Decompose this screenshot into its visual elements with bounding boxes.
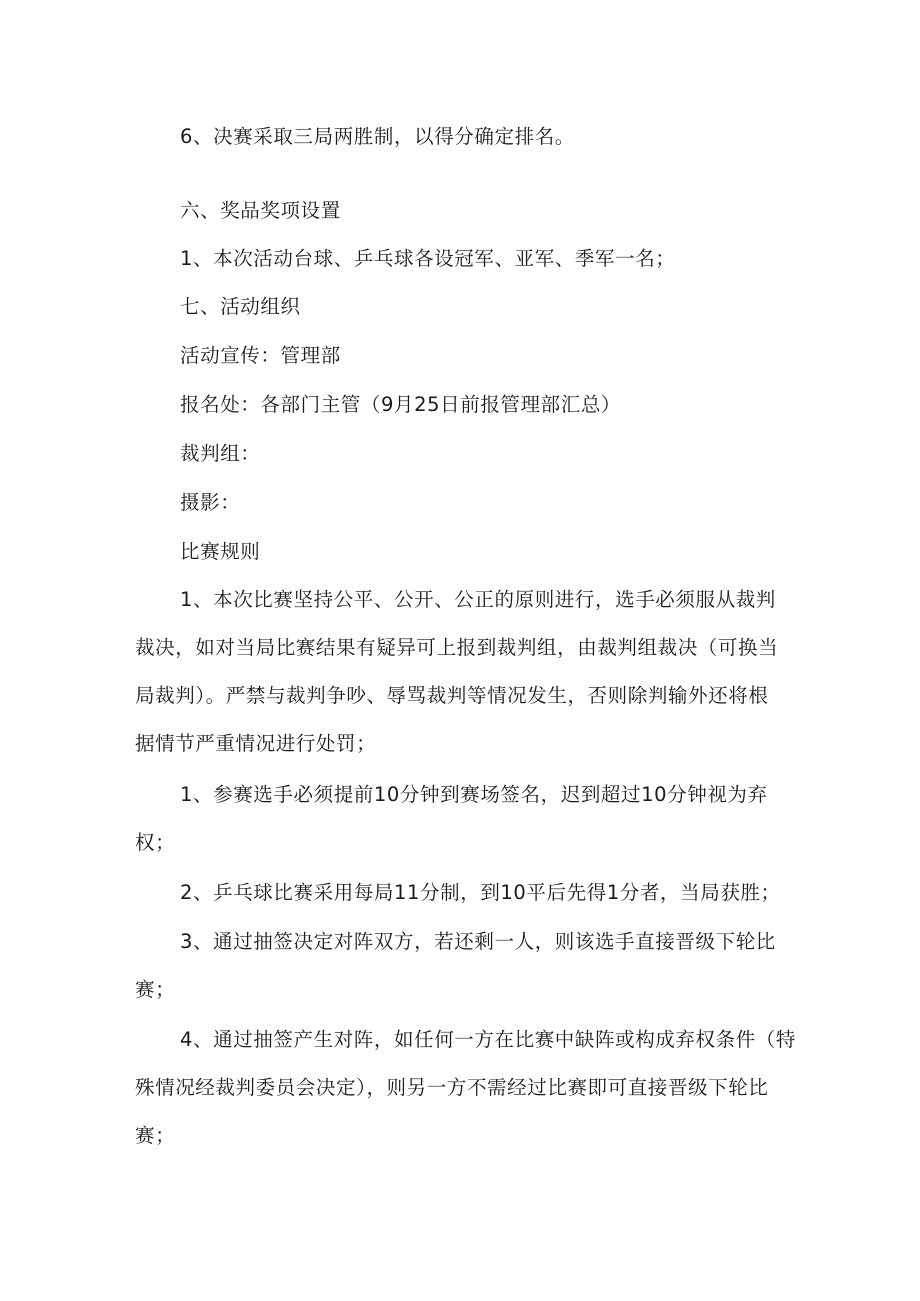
rule-4-line-2: 赛； xyxy=(135,978,176,1001)
rule-1-line-4: 据情节严重情况进行处罚； xyxy=(135,732,377,755)
final-rule-line: 6、决赛采取三局两胜制，以得分确定排名。 xyxy=(180,125,575,148)
rule-5-line-1: 4、通过抽签产生对阵，如任何一方在比赛中缺阵或构成弃权条件（特 xyxy=(180,1028,797,1051)
rule-4-line-1: 3、通过抽签决定对阵双方，若还剩一人，则该选手直接晋级下轮比 xyxy=(180,930,776,953)
rule-2-line-2: 权； xyxy=(135,831,176,854)
rule-3-line-1: 2、乒乓球比赛采用每局11分制，到10平后先得1分者，当局获胜； xyxy=(180,881,781,904)
registration-line: 报名处：各部门主管（9月25日前报管理部汇总） xyxy=(180,393,622,416)
referee-group-line: 裁判组： xyxy=(180,442,261,465)
photography-line: 摄影： xyxy=(180,491,241,514)
rule-1-line-2: 裁决，如对当局比赛结果有疑异可上报到裁判组，由裁判组裁决（可换当 xyxy=(135,636,779,659)
section-seven-heading: 七、活动组织 xyxy=(180,295,301,318)
rule-1-line-3: 局裁判）。严禁与裁判争吵、辱骂裁判等情况发生，否则除判输外还将根 xyxy=(135,684,769,707)
rule-5-line-2: 殊情况经裁判委员会决定），则另一方不需经过比赛即可直接晋级下轮比 xyxy=(135,1076,769,1099)
rule-2-line-1: 1、参赛选手必须提前10分钟到赛场签名，迟到超过10分钟视为弃 xyxy=(180,783,768,806)
section-six-heading: 六、奖品奖项设置 xyxy=(180,199,341,222)
publicity-line: 活动宣传：管理部 xyxy=(180,344,341,367)
rule-5-line-3: 赛； xyxy=(135,1124,176,1147)
rule-1-line-1: 1、本次比赛坚持公平、公开、公正的原则进行，选手必须服从裁判 xyxy=(180,588,776,611)
prize-line: 1、本次活动台球、乒乓球各设冠军、亚军、季军一名； xyxy=(180,247,676,270)
rules-heading: 比赛规则 xyxy=(180,540,261,563)
